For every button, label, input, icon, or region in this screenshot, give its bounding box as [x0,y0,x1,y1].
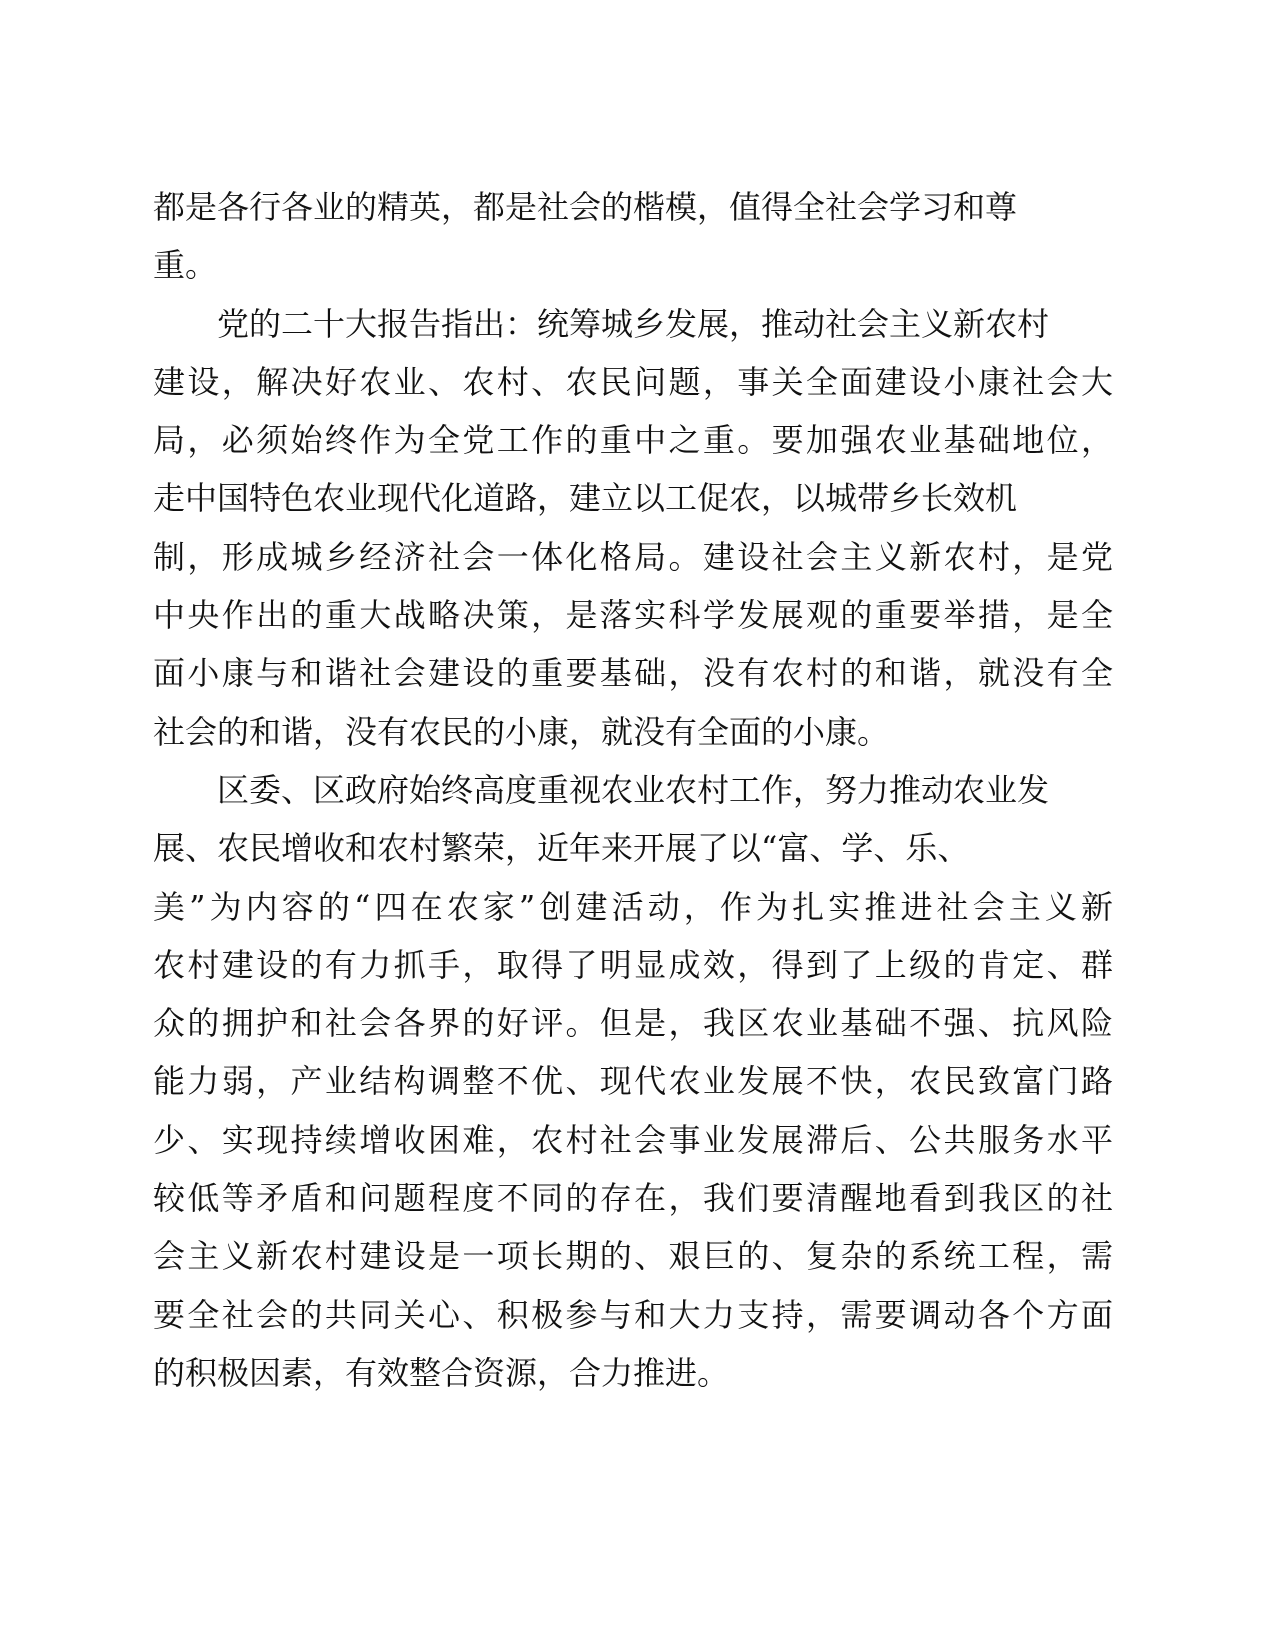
text-line: 建设，解决好农业、农村、农民问题，事关全面建设小康社会大 [153,362,1113,401]
text-line: 少、实现持续增收困难，农村社会事业发展滞后、公共服务水平 [153,1120,1113,1159]
text-line: 众的拥护和社会各界的好评。但是，我区农业基础不强、抗风险 [153,1004,1113,1043]
text-line: 重。 [153,246,218,285]
text-line: 社会的和谐，没有农民的小康，就没有全面的小康。 [153,712,890,751]
text-line: 的积极因素，有效整合资源，合力推进。 [153,1353,730,1392]
text-line: 面小康与和谐社会建设的重要基础，没有农村的和谐，就没有全 [153,654,1113,693]
text-line: 能力弱，产业结构调整不优、现代农业发展不快，农民致富门路 [153,1062,1113,1101]
text-line: 展、农民增收和农村繁荣，近年来开展了以“富、学、乐、 [153,829,970,868]
text-line: 局，必须始终作为全党工作的重中之重。要加强农业基础地位， [153,421,1113,460]
text-line: 区委、区政府始终高度重视农业农村工作，努力推动农业发 [217,770,1050,809]
text-line: 党的二十大报告指出：统筹城乡发展，推动社会主义新农村 [217,304,1050,343]
text-line: 走中国特色农业现代化道路，建立以工促农，以城带乡长效机 [153,479,1018,518]
text-line: 中央作出的重大战略决策，是落实科学发展观的重要举措，是全 [153,596,1113,635]
text-line: 制，形成城乡经济社会一体化格局。建设社会主义新农村，是党 [153,537,1113,576]
paragraph-1 [153,178,1113,295]
paragraph-3 [153,761,1113,1402]
text-line: 美”为内容的“四在农家”创建活动，作为扎实推进社会主义新 [153,887,1113,926]
text-line: 要全社会的共同关心、积极参与和大力支持，需要调动各个方面 [153,1295,1113,1334]
document-body [153,178,1113,1402]
text-line: 农村建设的有力抓手，取得了明显成效，得到了上级的肯定、群 [153,945,1113,984]
text-line: 较低等矛盾和问题程度不同的存在，我们要清醒地看到我区的社 [153,1179,1113,1218]
paragraph-2 [153,295,1113,761]
text-line: 会主义新农村建设是一项长期的、艰巨的、复杂的系统工程，需 [153,1237,1113,1276]
text-line: 都是各行各业的精英，都是社会的楷模，值得全社会学习和尊 [153,188,1018,226]
